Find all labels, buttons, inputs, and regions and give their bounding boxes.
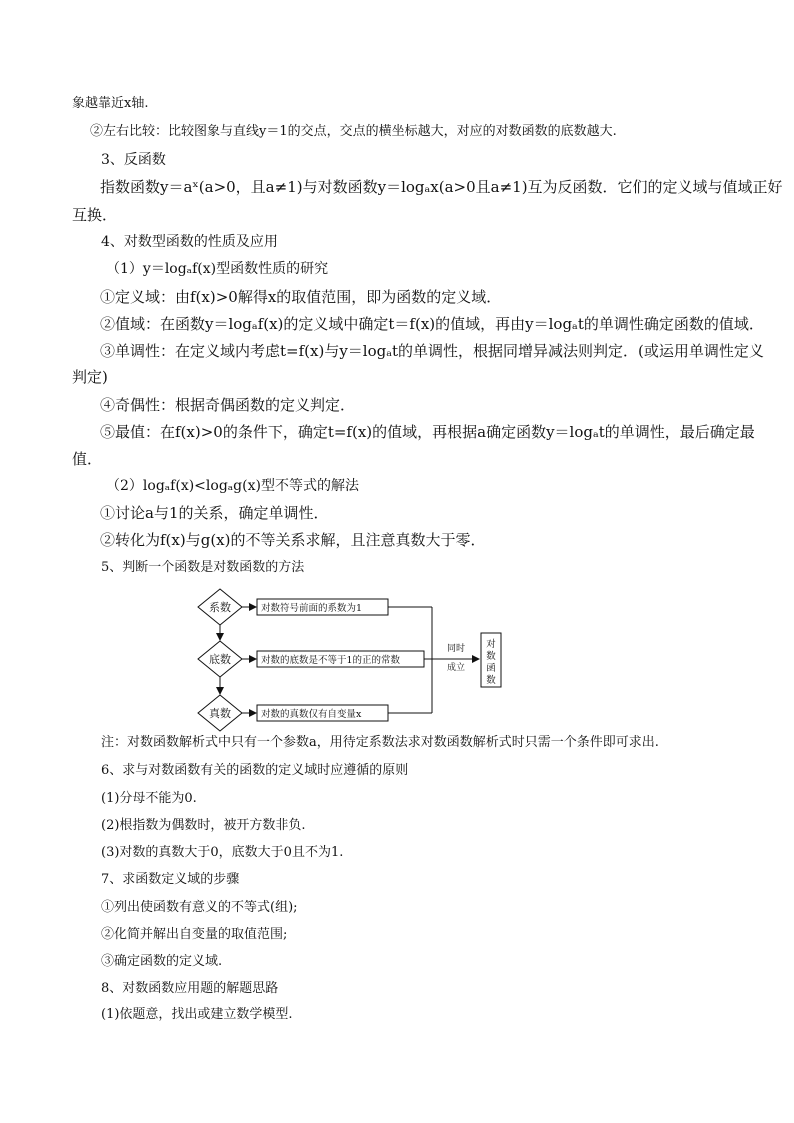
section-heading-4: 4、对数型函数的性质及应用 xyxy=(101,234,278,250)
text-line-10: ③单调性：在定义域内考虑t=f(x)与y＝logₐt的单调性，根据同增异减法则判定．(或运用单调性定义 xyxy=(100,342,764,360)
text-line-17: ②转化为f(x)与g(x)的不等关系求解，且注意真数大于零． xyxy=(100,531,486,549)
rule-item-1: (1)分母不能为0. xyxy=(101,791,197,806)
condition-text-coefficient: 对数符号前面的系数为1 xyxy=(261,603,363,614)
section-heading-7: 7、求函数定义域的步骤 xyxy=(101,872,240,887)
section-heading-6: 6、求与对数函数有关的函数的定义域时应遵循的原则 xyxy=(101,763,409,778)
rule-item-2: (2)根指数为偶数时，被开方数非负. xyxy=(101,818,306,833)
result-char: 数 xyxy=(486,651,496,662)
step-item-1: ①列出使函数有意义的不等式(组); xyxy=(101,900,298,915)
node-label-argument: 真数 xyxy=(209,707,231,720)
section-heading-8: 8、对数函数应用题的解题思路 xyxy=(101,981,279,996)
subheading-1: （1）y＝logₐf(x)型函数性质的研究 xyxy=(106,261,329,277)
condition-text-argument: 对数的真数仅有自变量x xyxy=(261,709,362,720)
step-item-2: ②化简并解出自变量的取值范围; xyxy=(101,927,288,942)
result-char: 对 xyxy=(486,639,496,650)
approach-item-1: (1)依题意，找出或建立数学模型. xyxy=(101,1007,293,1022)
condition-text-base: 对数的底数是不等于1的正的常数 xyxy=(261,655,401,666)
text-line-13: ⑤最值：在f(x)>0的条件下，确定t=f(x)的值域，再根据a确定函数y＝logₐt的单调性，最后确定最 xyxy=(100,423,755,441)
result-char: 数 xyxy=(486,675,496,686)
text-line-11: 判定) xyxy=(72,368,108,386)
text-line-9: ②值域：在函数y＝logₐf(x)的定义域中确定t＝f(x)的值域，再由y＝logₐt的单调性确定函数的值域． xyxy=(100,315,764,333)
result-char: 函 xyxy=(486,663,496,674)
section-heading-3: 3、反函数 xyxy=(101,152,166,168)
subheading-2: （2）logₐf(x)<logₐg(x)型不等式的解法 xyxy=(106,478,359,494)
text-line-4: 指数函数y＝aˣ(a>0，且a≠1)与对数函数y＝logₐx(a>0且a≠1)互为反函数．它们的定义域与值域正好 xyxy=(100,178,783,196)
text-line-14: 值． xyxy=(72,450,103,468)
text-line-2: ②左右比较：比较图象与直线y＝1的交点，交点的横坐标越大，对应的对数函数的底数越大. xyxy=(90,124,617,139)
text-line-16: ①讨论a与1的关系，确定单调性． xyxy=(100,504,329,522)
text-line-1: 象越靠近x轴. xyxy=(72,96,149,111)
merge-label-top: 同时 xyxy=(446,644,466,654)
section-heading-5: 5、判断一个函数是对数函数的方法 xyxy=(101,560,305,575)
node-label-base: 底数 xyxy=(209,653,231,666)
rule-item-3: (3)对数的真数大于0，底数大于0且不为1. xyxy=(101,845,344,860)
node-label-coefficient: 系数 xyxy=(209,601,231,614)
text-line-8: ①定义域：由f(x)>0解得x的取值范围，即为函数的定义域． xyxy=(100,288,502,306)
text-line-12: ④奇偶性：根据奇偶函数的定义判定． xyxy=(100,396,356,414)
note-line: 注：对数函数解析式中只有一个参数a，用待定系数法求对数函数解析式时只需一个条件即可求出. xyxy=(101,735,659,750)
step-item-3: ③确定函数的定义域. xyxy=(101,954,223,969)
text-line-5: 互换． xyxy=(72,206,118,224)
merge-label-bottom: 成立 xyxy=(446,663,466,673)
